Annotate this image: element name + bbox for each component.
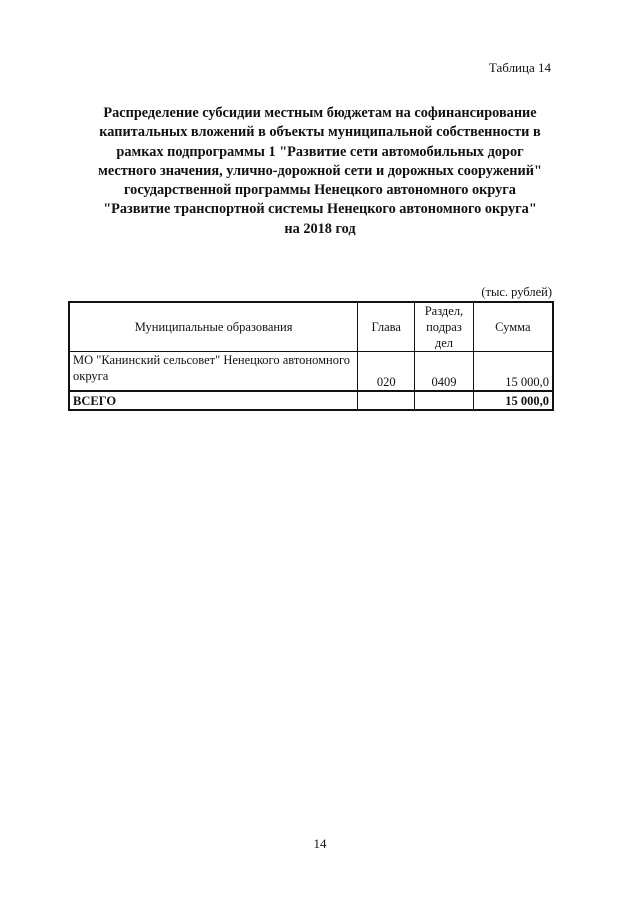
title-line: капитальных вложений в объекты муниципальной собственности в: [99, 124, 541, 141]
header-razdel-line: подраз: [426, 320, 462, 334]
total-glava-empty: [358, 391, 415, 410]
header-municipality: Муниципальные образования: [69, 302, 358, 352]
total-sum: 15 000,0: [473, 391, 553, 410]
header-glava: Глава: [358, 302, 415, 352]
municipality-line: округа: [73, 369, 109, 383]
units-label: (тыс. рублей): [481, 285, 552, 299]
title-line: Распределение субсидии местным бюджетам на софинансирование: [103, 105, 537, 121]
title-line: рамках подпрограммы 1 "Развитие сети автомобильных дорог: [116, 143, 524, 160]
total-label: ВСЕГО: [69, 391, 358, 410]
cell-sum: 15 000,0: [473, 352, 553, 392]
title-line: "Развитие транспортной системы Ненецкого автономного округа": [103, 201, 537, 218]
table-row: [69, 352, 553, 392]
page-number: 14: [313, 836, 327, 851]
subsidy-table: [68, 301, 554, 411]
document-title: [60, 104, 580, 239]
header-sum: Сумма: [473, 302, 553, 352]
title-line: местного значения, улично-дорожной сети и дорожных сооружений": [98, 162, 542, 179]
table-number: Таблица 14: [488, 60, 551, 75]
header-razdel: [415, 302, 473, 352]
cell-glava: 020: [358, 352, 415, 392]
total-razdel-empty: [415, 391, 473, 410]
municipality-line: МО "Канинский сельсовет" Ненецкого автономного: [73, 353, 351, 367]
cell-razdel: 0409: [415, 352, 473, 392]
table-total-row: [69, 391, 553, 410]
cell-municipality: [69, 352, 358, 392]
header-razdel-line: Раздел,: [424, 304, 464, 318]
title-line: на 2018 год: [284, 220, 356, 237]
header-razdel-line: дел: [434, 336, 454, 350]
title-line: государственной программы Ненецкого автономного округа: [124, 182, 516, 199]
table-header-row: [69, 302, 553, 352]
